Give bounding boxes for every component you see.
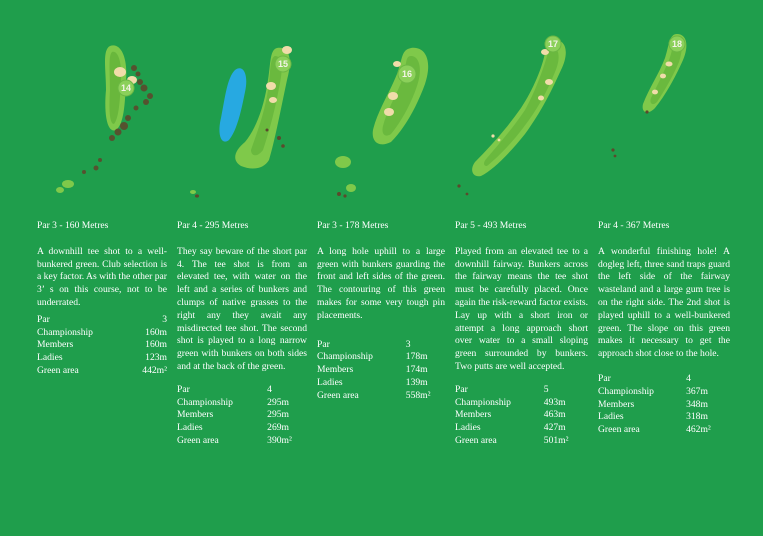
table-row	[455, 422, 583, 435]
stat-value: 442m²	[142, 364, 167, 376]
stat-label: Championship	[317, 351, 373, 363]
table-row	[598, 386, 725, 399]
table-row	[455, 409, 583, 422]
stat-label: Championship	[455, 396, 511, 408]
stat-label: Par	[317, 338, 330, 350]
hole-18-number: 18	[671, 39, 683, 49]
stat-value: 295m	[267, 396, 290, 408]
hole-16-info	[317, 220, 445, 403]
stat-label: Green area	[37, 364, 79, 376]
stat-label: Green area	[177, 434, 219, 446]
stat-value: 4	[267, 383, 272, 395]
stat-value: 3	[162, 313, 167, 325]
hole-18-map	[595, 0, 705, 210]
stat-label: Ladies	[455, 422, 481, 434]
hole-16-stats-table	[317, 339, 445, 403]
stat-value: 367m	[686, 385, 708, 397]
stat-label: Green area	[317, 389, 359, 401]
stat-value: 178m	[405, 351, 428, 363]
hole-15-map	[175, 0, 305, 210]
stat-value: 558m²	[405, 389, 431, 401]
stat-value: 427m	[543, 422, 566, 434]
table-row	[177, 409, 307, 422]
stat-value: 269m	[267, 422, 290, 434]
stat-value: 139m	[405, 376, 428, 388]
stat-value: 493m	[543, 396, 566, 408]
stat-value: 3	[405, 338, 411, 350]
hole-18-stats-table	[598, 373, 725, 437]
hole-14-description: A downhill tee shot to a well-bunkered green. Club selection is a key factor. As with the other par 3’ s on this course, not to be underrated.	[37, 245, 168, 308]
hole-18-par-heading: Par 4 - 367 Metres	[598, 220, 670, 231]
stat-label: Green area	[598, 424, 640, 436]
table-row	[177, 422, 307, 435]
table-row	[37, 365, 167, 378]
hole-15-par-heading: Par 4 - 295 Metres	[177, 220, 249, 231]
stat-value: 463m	[543, 409, 566, 421]
table-row	[177, 435, 307, 448]
hole-14-par-heading: Par 3 - 160 Metres	[37, 220, 109, 231]
stat-label: Par	[455, 383, 468, 395]
stat-label: Members	[598, 398, 635, 410]
stat-label: Ladies	[598, 411, 624, 423]
hole-14-stats-table	[37, 314, 167, 378]
table-row	[177, 384, 307, 397]
table-row	[317, 351, 445, 364]
hole-14-info	[37, 220, 167, 378]
hole-17-number: 17	[547, 39, 559, 49]
table-row	[317, 339, 445, 352]
stat-label: Ladies	[37, 352, 63, 364]
hole-16-description: A long hole uphill to a large green with bunkers guarding the front and left sides of the green. The contouring of this green makes for some very tough pin placements.	[317, 245, 445, 321]
stat-label: Members	[37, 339, 74, 351]
stat-value: 4	[686, 372, 691, 384]
hole-16-number: 16	[401, 69, 413, 79]
stat-label: Members	[455, 409, 492, 421]
hole-15-number: 15	[277, 59, 289, 69]
stat-label: Par	[37, 313, 50, 325]
stat-value: 123m	[145, 352, 167, 364]
stat-label: Green area	[455, 434, 497, 446]
stat-value: 160m	[145, 339, 167, 351]
hole-17-description: Played from an elevated tee to a downhill fairway. Bunkers across the fairway means the tee shot must be carefully placed. Once again the risk-reward factor exists. Lay up with a short iron or attempt a long approach short over water to a small sloping green surrounded by bunkers. Two putts are well accepted.	[455, 245, 588, 372]
hole-17-map	[445, 0, 585, 210]
stat-value: 160m	[145, 326, 167, 338]
table-row	[598, 424, 725, 437]
table-row	[455, 384, 583, 397]
hole-18-description: A wonderful finishing hole! A dogleg left, three sand traps guard the left side of the fairway wasteland and a large gum tree is on the right side. The 2nd shot is played uphill to a well-bunkered green. The slope on this green makes it necessary to get the approach shot close to the hole.	[598, 245, 730, 360]
stat-value: 501m²	[543, 434, 569, 446]
stat-label: Championship	[598, 385, 654, 397]
stat-value: 5	[543, 383, 549, 395]
stat-label: Championship	[37, 326, 93, 338]
table-row	[317, 390, 445, 403]
stat-label: Championship	[177, 396, 233, 408]
table-row	[455, 397, 583, 410]
hole-17-info	[455, 220, 588, 448]
stat-value: 348m	[686, 398, 708, 410]
stat-value: 295m	[267, 409, 290, 421]
table-row	[177, 397, 307, 410]
table-row	[598, 411, 725, 424]
hole-14-map	[40, 0, 170, 210]
stat-value: 174m	[405, 364, 428, 376]
stat-value: 462m²	[686, 424, 711, 436]
table-row	[317, 377, 445, 390]
stat-label: Par	[598, 372, 611, 384]
hole-17-stats-table	[455, 384, 583, 448]
hole-15-description: They say beware of the short par 4. The tee shot is from an elevated tee, with water on the left and a series of bunkers and clumps of native grasses to the right any they await any misdirected tee shot. The second shot is played to a long narrow green with bunkers on both sides and at the back of the green.	[177, 245, 307, 372]
hole-14-number: 14	[120, 83, 132, 93]
table-row	[37, 339, 167, 352]
table-row	[598, 373, 725, 386]
stat-label: Par	[177, 383, 190, 395]
hole-15-info	[177, 220, 307, 448]
table-row	[37, 352, 167, 365]
table-row	[37, 327, 167, 340]
stat-value: 390m²	[267, 434, 292, 446]
stat-label: Members	[317, 364, 354, 376]
stat-label: Ladies	[317, 376, 343, 388]
table-row	[317, 364, 445, 377]
table-row	[37, 314, 167, 327]
stat-label: Ladies	[177, 422, 203, 434]
stat-label: Members	[177, 409, 214, 421]
hole-18-info	[598, 220, 730, 437]
stat-value: 318m	[686, 411, 708, 423]
table-row	[598, 399, 725, 412]
hole-17-par-heading: Par 5 - 493 Metres	[455, 220, 527, 231]
hole-16-par-heading: Par 3 - 178 Metres	[317, 220, 389, 231]
table-row	[455, 435, 583, 448]
hole-16-map	[315, 0, 445, 210]
hole-15-stats-table	[177, 384, 307, 448]
